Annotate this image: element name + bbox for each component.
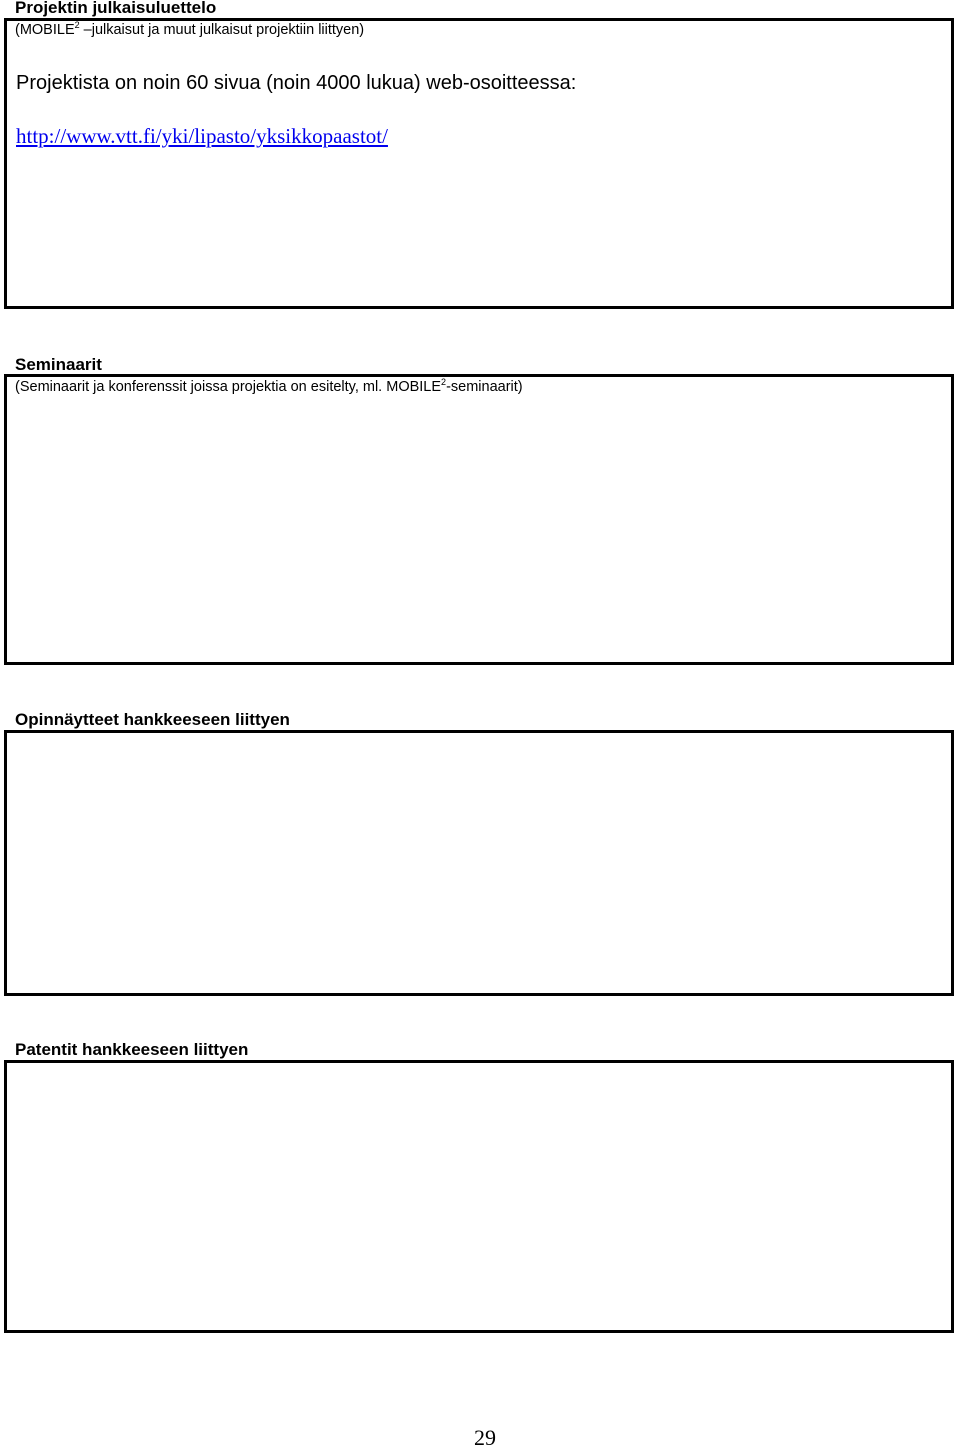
seminars-heading: Seminaarit: [15, 355, 102, 374]
page-number: 29: [474, 1425, 496, 1450]
publications-heading: Projektin julkaisuluettelo: [15, 0, 217, 17]
publications-link[interactable]: http://www.vtt.fi/yki/lipasto/yksikkopaastot/: [16, 124, 388, 148]
publications-subtitle-prefix: (MOBILE: [15, 22, 75, 38]
theses-box: [4, 730, 954, 996]
theses-heading: Opinnäytteet hankkeeseen liittyen: [15, 710, 290, 729]
seminars-subtitle-prefix: (Seminaarit ja konferenssit joissa projektia on esitelty, ml. MOBILE: [15, 379, 442, 395]
patents-heading: Patentit hankkeeseen liittyen: [15, 1040, 249, 1059]
publications-subtitle-superscript: 2: [74, 20, 80, 30]
publications-subtitle-suffix: –julkaisut ja muut julkaisut projektiin liittyen): [79, 22, 365, 38]
publications-text: Projektista on noin 60 sivua (noin 4000 lukua) web-osoitteessa:: [16, 72, 577, 94]
seminars-box: [4, 374, 954, 665]
publications-box: [4, 18, 954, 309]
patents-box: [4, 1060, 954, 1333]
seminars-subtitle-suffix: -seminaarit): [446, 379, 523, 395]
seminars-subtitle-superscript: 2: [441, 377, 447, 387]
